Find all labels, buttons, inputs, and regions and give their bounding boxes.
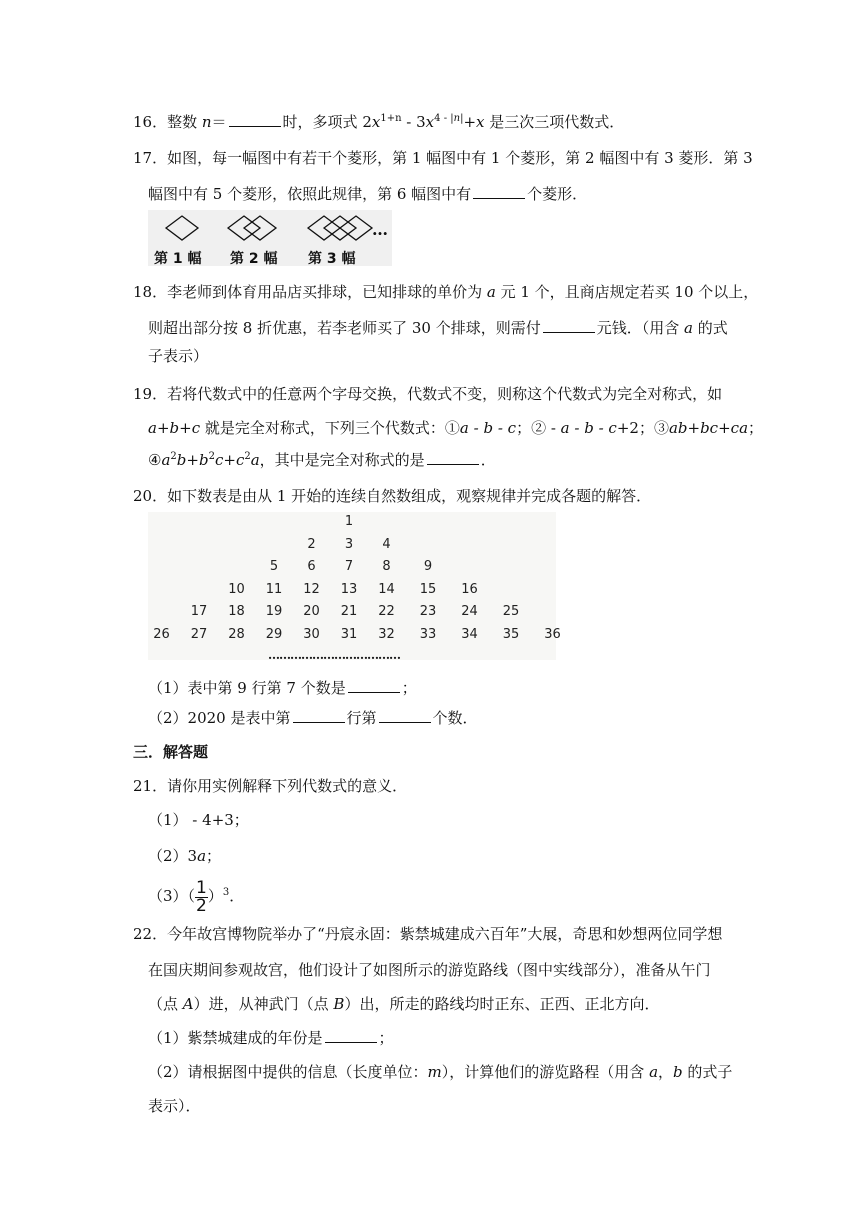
question-16: 16．整数 n＝ 时，多项式 $2x^{1+n} - 3x^{4 - |n|}+x$ 是三次三项代数式． (133, 113, 625, 131)
table-number: 2 (307, 536, 316, 552)
table-number: 6 (307, 559, 316, 574)
number-triangle-table (148, 512, 561, 662)
table-number: 35 (502, 626, 520, 642)
question-22-line3: （点 A）进，从神武门（点 B）出，所走的路线均时正东、正西、正北方向． (148, 995, 660, 1013)
table-number: 13 (340, 581, 358, 597)
question-17-line2: 幅图中有 5 个菱形，依照此规律，第 6 幅图中有 个菱形． (148, 185, 588, 203)
figure-ellipsis: … (372, 220, 388, 239)
table-number: 28 (228, 626, 245, 642)
table-number: 15 (419, 581, 437, 597)
question-19-line3: $④a^2b+b^2c+c^2a$，其中是完全对称式的是 ． (148, 451, 496, 469)
table-number: 3 (344, 536, 354, 552)
figure-label-1: 第 1 幅 (154, 251, 202, 267)
table-number: 17 (190, 604, 208, 619)
question-21-sub1: （1） - 4+3； (148, 811, 249, 829)
table-ellipsis: ……………………………… (268, 648, 400, 662)
table-number: 24 (461, 604, 478, 619)
question-17-line1: 17．如图，每一幅图中有若干个菱形，第 1 幅图中有 1 个菱形，第 2 幅图中有 3 菱形．第 3 (133, 149, 753, 167)
table-number: 7 (344, 559, 354, 574)
table-number: 11 (265, 581, 283, 597)
table-number: 36 (544, 626, 561, 642)
answer-blank[interactable] (293, 708, 345, 723)
question-19-line2: a+b+c 就是完全对称式，下列三个代数式：①a - b - c；② - a - b - c+2；③ab+bc+ca； (148, 419, 764, 437)
table-number: 25 (502, 604, 520, 619)
question-18-line3: 子表示） (148, 347, 209, 365)
answer-blank[interactable] (229, 112, 281, 127)
table-number: 4 (382, 536, 391, 552)
table-number: 20 (303, 604, 320, 619)
table-number: 33 (419, 626, 437, 642)
table-number: 34 (461, 626, 478, 642)
question-19-line1: 19．若将代数式中的任意两个字母交换，代数式不变，则称这个代数式为完全对称式，如 (133, 385, 723, 403)
answer-blank[interactable] (325, 1028, 377, 1043)
table-number: 18 (228, 604, 245, 619)
table-number: 32 (378, 626, 395, 642)
answer-blank[interactable] (348, 678, 400, 693)
question-21-sub3: （3）（ $\frac{1}{2}$ ）$^3$． (148, 877, 245, 916)
rhombus (166, 216, 198, 240)
question-22-line2: 在国庆期间参观故宫，他们设计了如图所示的游览路线（图中实线部分），准备从午门 (148, 961, 711, 979)
answer-blank[interactable] (543, 318, 595, 333)
table-number: 30 (303, 626, 320, 642)
table-number: 26 (153, 626, 170, 642)
table-number: 21 (340, 604, 358, 619)
question-18-line2: 则超出部分按 8 折优惠，若李老师买了 30 个排球，则需付 元钱．（用含 a 的式 (148, 319, 728, 337)
table-number: 19 (265, 604, 283, 619)
table-number: 23 (419, 604, 437, 619)
figure-label-2: 第 2 幅 (230, 251, 278, 267)
rhombus-shapes (148, 210, 392, 250)
question-22-sub1: （1）紫禁城建成的年份是 ； (148, 1029, 394, 1047)
table-number: 14 (378, 581, 395, 597)
table-number: 12 (303, 581, 320, 597)
figure-label-3: 第 3 幅 (308, 251, 356, 267)
question-22-sub2: （2）请根据图中提供的信息（长度单位：m），计算他们的游览路程（用含 a，b 的式子 (148, 1063, 733, 1081)
answer-blank[interactable] (379, 708, 431, 723)
table-number: 5 (269, 559, 279, 574)
answer-blank[interactable] (473, 184, 525, 199)
question-18-line1: 18．李老师到体育用品店买排球，已知排球的单价为 a 元 1 个，且商店规定若买 10 个以上， (133, 283, 759, 301)
question-21-sub2: （2）3a； (148, 847, 222, 865)
question-21-line1: 21．请你用实例解释下列代数式的意义． (133, 777, 408, 795)
table-number: 16 (461, 581, 478, 597)
table-number: 31 (340, 626, 358, 642)
table-number: 27 (190, 626, 208, 642)
table-number: 10 (228, 581, 245, 597)
answer-blank[interactable] (427, 450, 479, 465)
table-number: 8 (382, 559, 391, 574)
question-20-sub2: （2）2020 是表中第 行第 个数． (148, 709, 478, 727)
rhombus-pattern-figure (148, 210, 392, 266)
table-number: 1 (344, 514, 354, 529)
question-22-line1: 22．今年故宫博物院举办了“丹宸永固：紫禁城建成六百年”大展，奇思和妙想两位同学想 (133, 925, 723, 943)
question-20-sub1: （1）表中第 9 行第 7 个数是 ； (148, 679, 417, 697)
section-heading: 三．解答题 (133, 743, 209, 761)
table-number: 29 (265, 626, 283, 642)
question-20-line1: 20．如下数表是由从 1 开始的连续自然数组成，观察规律并完成各题的解答． (133, 487, 652, 505)
table-number: 22 (378, 604, 395, 619)
table-number: 9 (423, 559, 433, 574)
question-22-sub2-cont: 表示）． (148, 1097, 201, 1115)
fraction-one-half: $\frac{1}{2}$ (196, 877, 207, 916)
